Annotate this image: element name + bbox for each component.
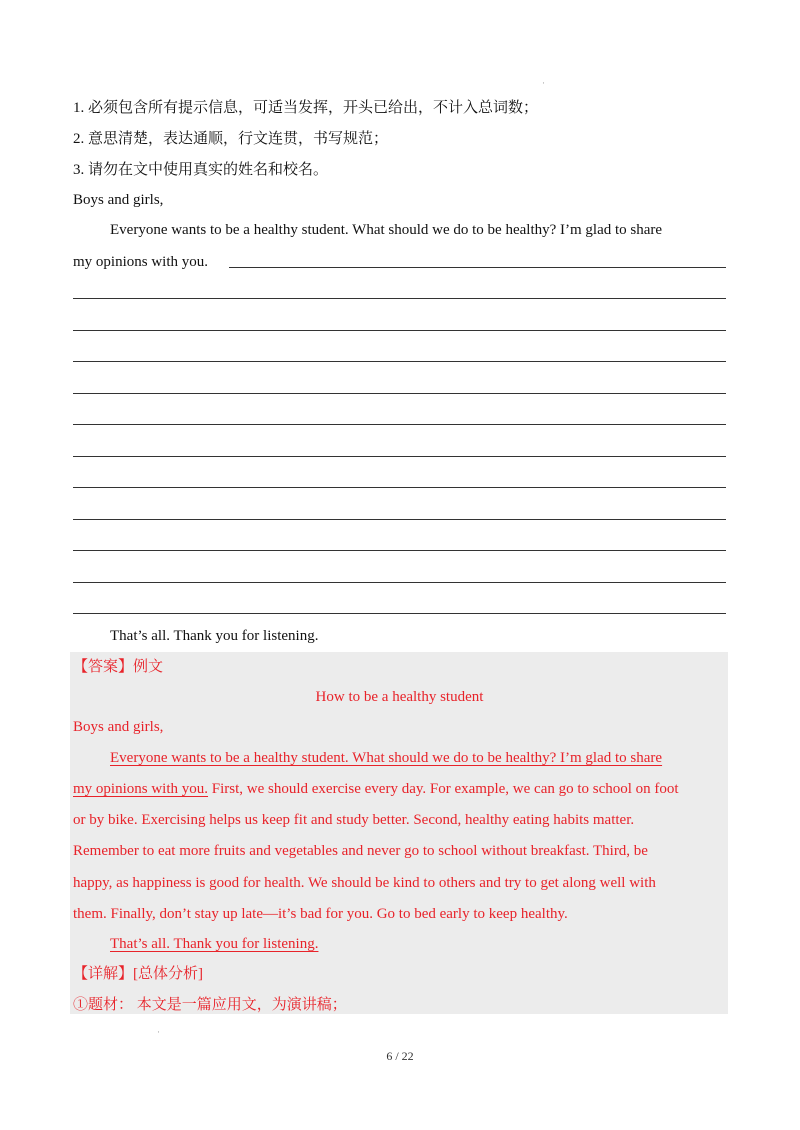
speck-mark: · [542,78,545,88]
answer-closing: That’s all. Thank you for listening. [110,936,319,952]
writing-line [73,393,726,394]
writing-line [73,487,726,488]
writing-line [73,424,726,425]
answer-line-4: Remember to eat more fruits and vegetables and never go to school without breakfast. Third, be [73,843,648,859]
answer-greeting: Boys and girls, [73,719,164,735]
answer-line-6: them. Finally, don’t stay up late—it’s bad for you. Go to bed early to keep healthy. [73,906,568,922]
writing-line [229,267,726,268]
prompt-greeting: Boys and girls, [73,192,164,208]
writing-line [73,582,726,583]
writing-line [73,330,726,331]
page-number: 6 / 22 [386,1049,414,1063]
writing-line [73,550,726,551]
writing-line [73,456,726,457]
writing-line [73,519,726,520]
prompt-intro-line2: my opinions with you. [73,254,209,270]
answer-line-2-rest: First, we should exercise every day. For example, we can go to school on foot [208,781,679,797]
instruction-1: 1. 必须包含所有提示信息，可适当发挥，开头已给出，不计入总词数； [73,100,539,116]
answer-title: How to be a healthy student [315,689,484,705]
prompt-closing: That’s all. Thank you for listening. [110,628,319,644]
analysis-item-1: ①题材： 本文是一篇应用文，为演讲稿； [73,997,347,1013]
writing-line [73,298,726,299]
instruction-3: 3. 请勿在文中使用真实的姓名和校名。 [73,162,329,178]
analysis-label: 【详解】[总体分析] [73,966,203,982]
answer-line-5: happy, as happiness is good for health. We should be kind to others and try to get along well with [73,875,656,891]
answer-line-3: or by bike. Exercising helps us keep fit and study better. Second, healthy eating habits matter. [73,812,635,828]
prompt-intro-line1: Everyone wants to be a healthy student. What should we do to be healthy? I’m glad to share [110,222,663,238]
speck-mark: · [157,1027,160,1037]
answer-line-1: Everyone wants to be a healthy student. What should we do to be healthy? I’m glad to share [110,750,663,766]
answer-line-2-underlined: my opinions with you. [73,781,209,797]
writing-line [73,361,726,362]
writing-line [73,613,726,614]
answer-line-2 [73,779,679,799]
instruction-2: 2. 意思清楚，表达通顺，行文连贯，书写规范； [73,131,389,147]
answer-label: 【答案】例文 [73,659,164,675]
